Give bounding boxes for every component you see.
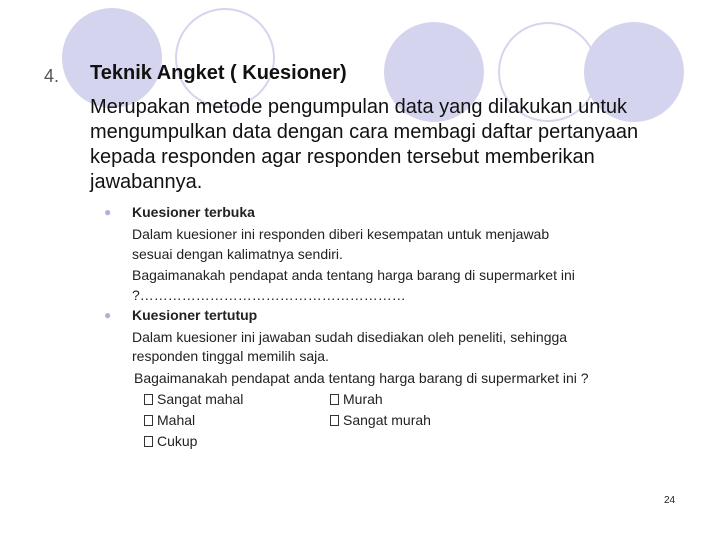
open-line-1: Dalam kuesioner ini responden diberi kesempatan untuk menjawab [132, 226, 550, 242]
checkbox-icon [144, 436, 153, 447]
closed-heading: Kuesioner tertutup [132, 307, 258, 323]
section-number: 4. [44, 66, 60, 86]
definition-paragraph: Merupakan metode pengumpulan data yang dilakukan untuk mengumpulkan data dengan cara membagi daftar pertanyaan kepada responden agar responden tersebut memberikan jawabannya. [90, 96, 639, 193]
open-line-4: ?………………………………………………… [132, 287, 406, 303]
slide-title: Teknik Angket ( Kuesioner) [90, 62, 347, 84]
open-line-3: Bagaimanakah pendapat anda tentang harga barang di supermarket ini [132, 267, 575, 283]
open-line-2: sesuai dengan kalimatnya sendiri. [132, 246, 343, 262]
option-label: Murah [343, 391, 383, 407]
open-heading: Kuesioner terbuka [132, 204, 255, 220]
checkbox-icon [144, 415, 153, 426]
checkbox-icon [330, 415, 339, 426]
decor-ring-1 [175, 8, 275, 108]
closed-line-3: Bagaimanakah pendapat anda tentang harga barang di supermarket ini ? [134, 370, 589, 386]
closed-line-2: responden tinggal memilih saja. [132, 348, 329, 364]
option-item [144, 410, 195, 430]
checkbox-icon [144, 394, 153, 405]
option-item [144, 431, 197, 451]
option-item [330, 410, 431, 430]
closed-line-1: Dalam kuesioner ini jawaban sudah disediakan oleh peneliti, sehingga [132, 329, 568, 345]
decor-circle-1 [62, 8, 162, 108]
bullet-icon: ● [104, 308, 112, 322]
option-label: Sangat mahal [157, 391, 244, 407]
option-item [144, 389, 243, 409]
option-item [330, 389, 383, 409]
option-label: Mahal [157, 412, 196, 428]
bullet-icon: ● [104, 205, 112, 219]
page-number: 24 [664, 495, 676, 506]
option-label: Cukup [157, 433, 198, 449]
option-label: Sangat murah [343, 412, 431, 428]
checkbox-icon [330, 394, 339, 405]
